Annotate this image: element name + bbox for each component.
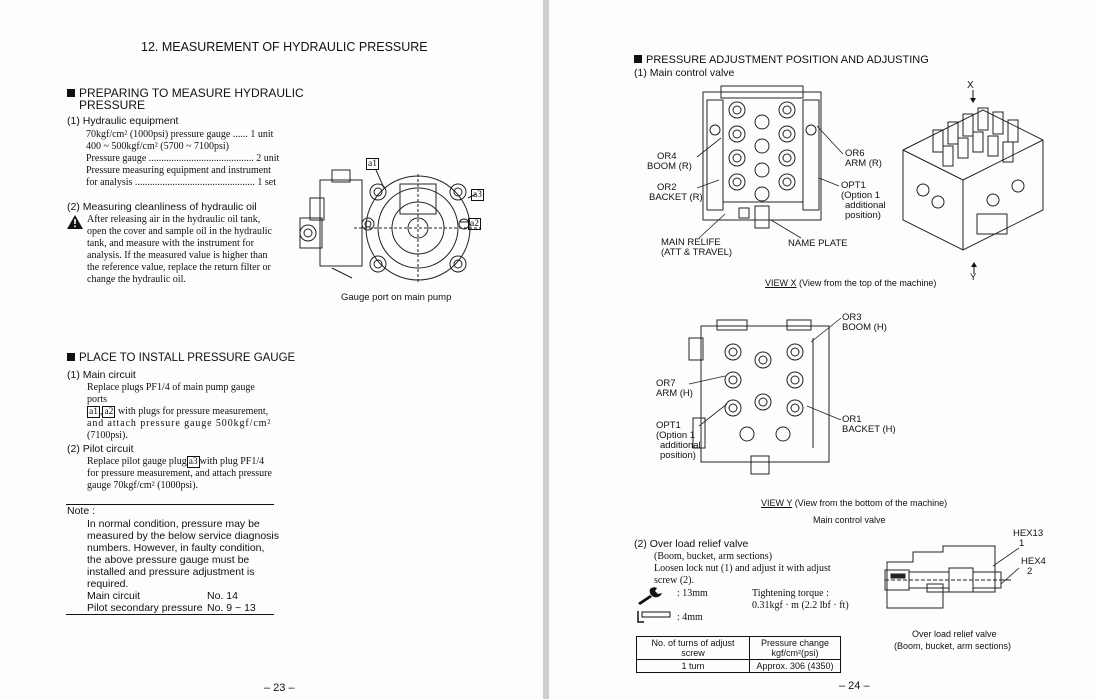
- table-cell-turns: 1 turn: [637, 660, 750, 673]
- equipment-title: (1) Hydraulic equipment: [67, 115, 179, 127]
- main-circuit-line2: with plugs for pressure measurement,: [117, 406, 269, 417]
- cleanliness-line: open the cover and sample oil in the hydraulic: [87, 226, 272, 237]
- table-cell-change: Approx. 306 (4350): [750, 660, 841, 673]
- x-marker: X: [967, 80, 974, 91]
- main-circuit-line: Replace plugs PF1/4 of main pump gauge ports: [87, 382, 255, 405]
- port-ref-sep: ,: [99, 406, 103, 417]
- left-page: [0, 0, 543, 699]
- label-opt1-sub3: position): [845, 210, 881, 221]
- label-or7: OR7: [656, 378, 676, 389]
- note-table: [87, 590, 256, 614]
- right-heading-text: PRESSURE ADJUSTMENT POSITION AND ADJUSTING: [646, 54, 929, 66]
- pilot-circuit-line: for pressure measurement, and attach pressure: [87, 468, 272, 479]
- port-ref-a3: a3: [188, 457, 198, 467]
- main-pump-drawing: [292, 158, 492, 288]
- view-x-desc: (View from the top of the machine): [796, 278, 937, 288]
- preparing-heading-line1: PREPARING TO MEASURE HYDRAULIC: [79, 86, 304, 100]
- note-row: [87, 590, 256, 602]
- equipment-line: for analysis ................................................ 1 set: [86, 177, 276, 188]
- label-or3-sub: BOOM (H): [842, 322, 887, 333]
- warning-icon: [67, 215, 83, 234]
- equipment-line: 400 ~ 500kgf/cm² (5700 ~ 7100psi): [86, 141, 229, 152]
- label-opt1-sub2: additional: [845, 200, 886, 211]
- table-header-turns: No. of turns of adjust screw: [637, 637, 750, 660]
- label-or6: OR6: [845, 148, 865, 159]
- label-opt1-bottom-sub3: position): [660, 450, 696, 461]
- note-line: installed and pressure adjustment is: [87, 566, 255, 578]
- equipment-line: Pressure gauge .......................................... 2 unit: [86, 153, 280, 164]
- page-number-left: – 23 –: [264, 682, 295, 694]
- main-circuit-line: and attach pressure gauge 500kgf/cm²: [87, 418, 272, 429]
- overload-line: (Boom, bucket, arm sections): [654, 551, 773, 562]
- cleanliness-line: change the hydraulic oil.: [87, 274, 186, 285]
- label-or4: OR4: [657, 151, 677, 162]
- hex-size: : 4mm: [677, 612, 703, 623]
- pilot-circuit-title: (2) Pilot circuit: [67, 443, 134, 455]
- bullet-square-icon: [67, 89, 75, 97]
- cleanliness-line: analysis. If the measured value is higher than: [87, 250, 268, 261]
- label-hex4: HEX4: [1021, 556, 1046, 567]
- right-subheading: (1) Main control valve: [634, 67, 735, 79]
- pilot-circuit-line: [87, 456, 277, 468]
- label-or2: OR2: [657, 182, 677, 193]
- label-opt1-sub1: (Option 1: [841, 190, 881, 201]
- cleanliness-line: the reference value, replace the return filter or: [87, 262, 271, 273]
- label-name-plate: NAME PLATE: [788, 238, 848, 249]
- note-bottom-rule: [66, 614, 274, 615]
- view-y-label: VIEW Y: [761, 498, 793, 508]
- label-or6-sub: ARM (R): [845, 158, 882, 169]
- note-row-label: Main circuit: [87, 590, 141, 602]
- port-label-a1: a1: [368, 159, 377, 169]
- note-text: [87, 518, 287, 590]
- pump-figure-caption: Gauge port on main pump: [341, 292, 452, 303]
- table-header-change-line1: Pressure change: [760, 638, 830, 648]
- y-marker: Y: [970, 272, 977, 283]
- overload-title: (2) Over load relief valve: [634, 538, 749, 550]
- main-circuit-line: [87, 406, 277, 418]
- label-main-relief-sub: (ATT & TRAVEL): [661, 247, 733, 258]
- label-opt1-bottom-sub2: additional: [660, 440, 701, 451]
- note-line: numbers. However, in faulty condition,: [87, 542, 265, 554]
- leader-lines-relief: [549, 0, 1097, 699]
- note-row-value: No. 9 ~ 13: [207, 602, 256, 614]
- main-control-valve-caption: Main control valve: [813, 515, 886, 525]
- overload-line: Loosen lock nut (1) and adjust it with adjust: [654, 563, 831, 574]
- view-x-label: VIEW X: [765, 278, 797, 288]
- pilot-circuit-text: [87, 456, 277, 492]
- main-circuit-line: (7100psi).: [87, 430, 128, 441]
- port-label-a2: a2: [470, 219, 479, 229]
- port-label-a3: a3: [473, 190, 482, 200]
- relief-caption-line2: (Boom, bucket, arm sections): [894, 641, 1012, 651]
- label-hex4-num: 2: [1027, 566, 1033, 577]
- note-row-label: Pilot secondary pressure: [87, 602, 203, 614]
- overload-line: screw (2).: [654, 575, 694, 586]
- port-ref-a1: a1: [89, 407, 98, 417]
- label-hex13-num: 1: [1019, 538, 1025, 549]
- equipment-line: 70kgf/cm² (1000psi) pressure gauge ...... 1 unit: [86, 129, 274, 140]
- cleanliness-line: tank, and measure with the instrument for: [87, 238, 254, 249]
- torque-value: 0.31kgf · m (2.2 lbf · ft): [752, 600, 849, 611]
- note-row-value: No. 14: [207, 590, 238, 602]
- relief-caption-line1: Over load relief valve: [912, 629, 997, 639]
- right-page: [549, 0, 1097, 699]
- wrench-size: : 13mm: [677, 588, 708, 599]
- section-title: 12. MEASUREMENT OF HYDRAULIC PRESSURE: [141, 40, 428, 54]
- table-header-change-line2: kgf/cm²(psi): [771, 648, 819, 658]
- equipment-line: Pressure measuring equipment and instrument: [86, 165, 271, 176]
- port-ref-a2: a2: [104, 407, 114, 417]
- pilot-circuit-line: gauge 70kgf/cm² (1000psi).: [87, 480, 199, 491]
- note-top-rule: [66, 504, 274, 505]
- label-opt1: OPT1: [841, 180, 866, 191]
- install-heading: [67, 352, 295, 364]
- label-opt1-bottom: OPT1: [656, 420, 681, 431]
- note-line: required.: [87, 578, 129, 590]
- label-main-relief: MAIN RELIFE: [661, 237, 721, 248]
- label-opt1-bottom-sub1: (Option 1: [656, 430, 696, 441]
- torque-label: Tightening torque :: [752, 588, 829, 599]
- bullet-square-icon: [67, 353, 75, 361]
- label-or3: OR3: [842, 312, 862, 323]
- cleanliness-text: [87, 214, 277, 286]
- install-heading-text: PLACE TO INSTALL PRESSURE GAUGE: [79, 352, 296, 364]
- label-or7-sub: ARM (H): [656, 388, 693, 399]
- note-line: measured by the below service diagnosis: [87, 530, 280, 542]
- page-number-right: – 24 –: [839, 680, 870, 692]
- cleanliness-title: (2) Measuring cleanliness of hydraulic oil: [67, 201, 257, 213]
- cleanliness-line: After releasing air in the hydraulic oil tank,: [87, 214, 261, 225]
- label-or4-sub: BOOM (R): [647, 161, 692, 172]
- note-row: [87, 602, 256, 614]
- pilot-line1-post: with plug PF1/4: [199, 456, 265, 467]
- view-y-desc: (View from the bottom of the machine): [792, 498, 948, 508]
- note-line: In normal condition, pressure may be: [87, 518, 260, 530]
- preparing-heading-line2: PRESSURE: [79, 98, 146, 112]
- note-line: the above pressure gauge must be: [87, 554, 250, 566]
- equipment-list: [86, 129, 286, 189]
- pilot-line1-pre: Replace pilot gauge plug: [87, 456, 187, 467]
- main-circuit-text: [87, 382, 277, 442]
- label-or1-sub: BACKET (H): [842, 424, 896, 435]
- main-circuit-title: (1) Main circuit: [67, 369, 136, 381]
- label-or2-sub: BACKET (R): [649, 192, 703, 203]
- note-title: Note :: [67, 505, 96, 517]
- label-or1: OR1: [842, 414, 862, 425]
- label-hex13: HEX13: [1013, 528, 1044, 539]
